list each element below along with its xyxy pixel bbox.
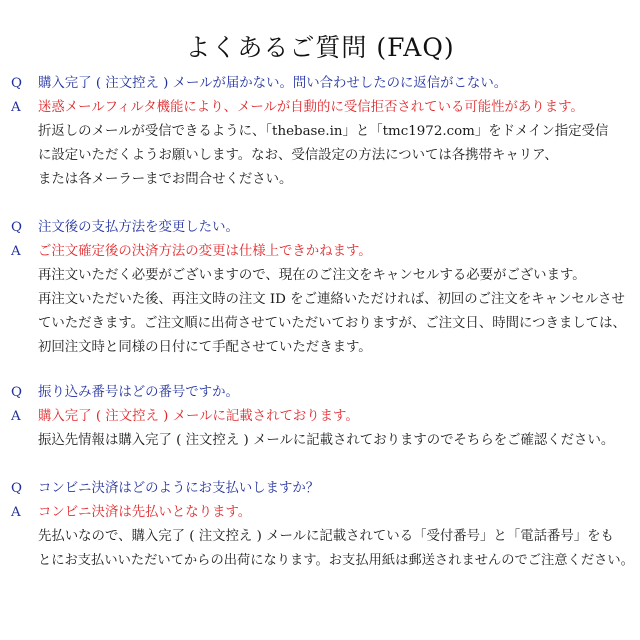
question-text: 振り込み番号はどの番号ですか。 [38, 385, 239, 400]
question-text: コンビニ決済はどのようにお支払いしますか？ [38, 481, 320, 496]
faq-answer [0, 96, 640, 120]
body-text: 再注文いただく必要がございますので、現在のご注文をキャンセルする必要がございます。 [38, 268, 586, 283]
question-text: 購入完了 ( 注文控え ) メールが届かない。問い合わせしたのに返信がこない。 [38, 76, 508, 91]
page-title: よくあるご質問 (FAQ) [185, 33, 455, 62]
answer-mark: A [11, 409, 21, 424]
body-text: 折返しのメールが受信できるように、「thebase.in」と「tmc1972.com」をドメイン指定受信 [38, 124, 609, 139]
faq-question [0, 72, 640, 96]
faq-item [0, 72, 640, 192]
answer-body-line [0, 288, 640, 312]
question-mark: Q [11, 481, 22, 496]
body-text: 振込先情報は購入完了 ( 注文控え ) メールに記載されておりますのでそちらをご確認ください。 [38, 433, 615, 448]
body-text: に設定いただくようお願いします。なお、受信設定の方法については各携帯キャリア、 [38, 148, 558, 163]
answer-body-line [0, 144, 640, 168]
faq-question [0, 477, 640, 501]
faq-item [0, 477, 640, 573]
body-text: 先払いなので、購入完了 ( 注文控え ) メールに記載されている「受付番号」と「電話番号」をも [38, 529, 614, 544]
question-text: 注文後の支払方法を変更したい。 [38, 220, 239, 235]
body-text: 初回注文時と同様の日付にて手配させていただきます。 [38, 340, 372, 355]
answer-text: コンビニ決済は先払いとなります。 [38, 505, 252, 520]
faq-answer [0, 501, 640, 525]
faq-question [0, 381, 640, 405]
answer-text: ご注文確定後の決済方法の変更は仕様上できかねます。 [38, 244, 372, 259]
question-mark: Q [11, 385, 22, 400]
answer-body-line [0, 312, 640, 336]
answer-text: 迷惑メールフィルタ機能により、メールが自動的に受信拒否されている可能性があります。 [38, 100, 584, 115]
answer-mark: A [11, 100, 21, 115]
answer-mark: A [11, 505, 21, 520]
answer-body-line [0, 549, 640, 573]
question-mark: Q [11, 220, 22, 235]
answer-body-line [0, 264, 640, 288]
answer-mark: A [11, 244, 21, 259]
faq-answer [0, 405, 640, 429]
answer-body-line [0, 525, 640, 549]
faq-question [0, 216, 640, 240]
answer-body-line [0, 429, 640, 453]
body-text: とにお支払いいただいてからの出荷になります。お支払用紙は郵送されませんのでご注意ください。 [38, 553, 634, 568]
question-mark: Q [11, 76, 22, 91]
faq-answer [0, 240, 640, 264]
faq-item [0, 216, 640, 360]
answer-body-line [0, 336, 640, 360]
body-text: ていただきます。ご注文順に出荷させていただいておりますが、ご注文日、時間につきましては、 [38, 316, 626, 331]
faq-item [0, 381, 640, 453]
body-text: または各メーラーまでお問合せください。 [38, 172, 293, 187]
answer-body-line [0, 120, 640, 144]
body-text: 再注文いただいた後、再注文時の注文 ID をご連絡いただければ、初回のご注文をキャンセルさせ [38, 292, 625, 307]
answer-text: 購入完了 ( 注文控え ) メールに記載されております。 [38, 409, 359, 424]
answer-body-line [0, 168, 640, 192]
